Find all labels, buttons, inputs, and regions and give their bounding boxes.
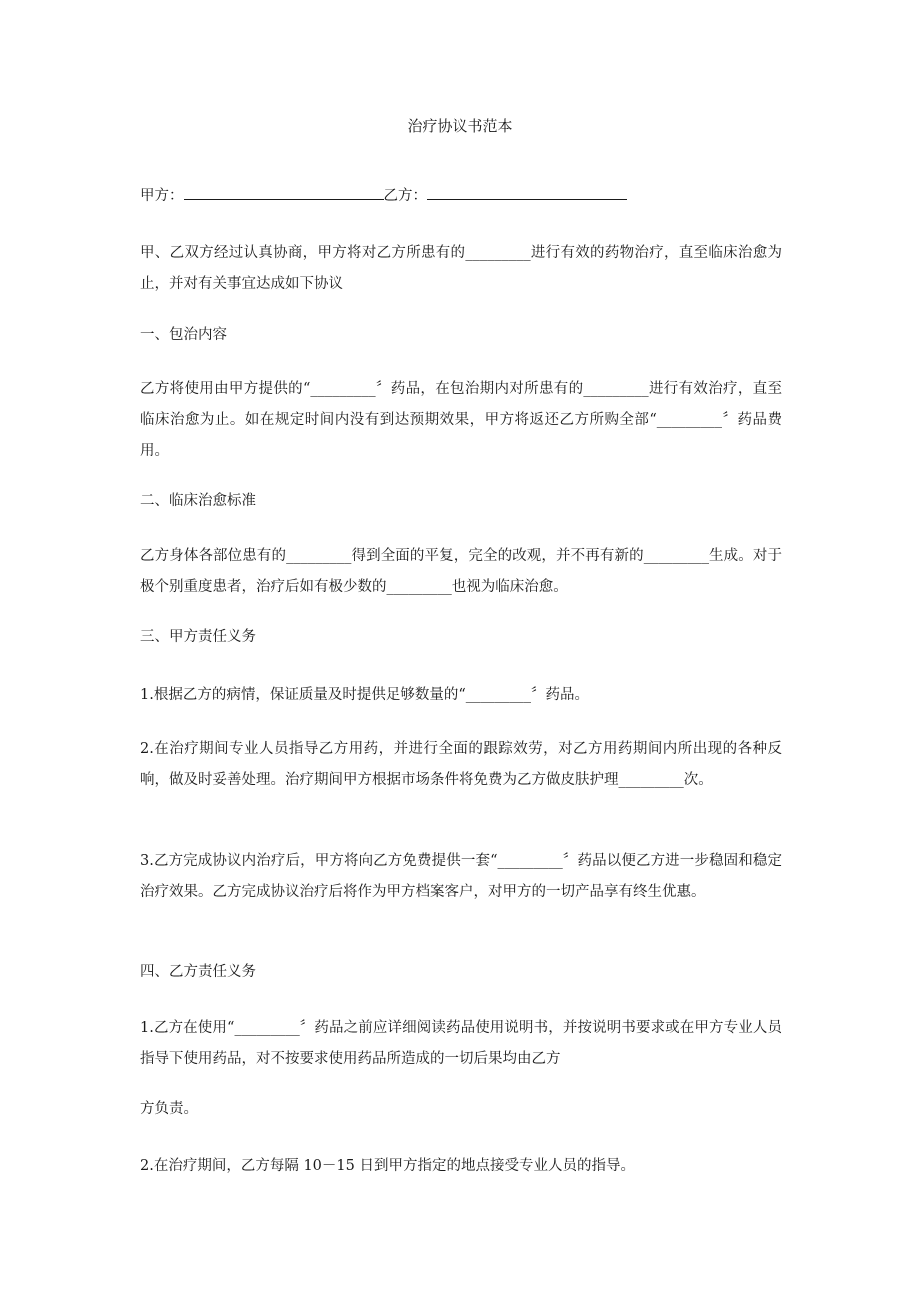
section3-item1: 1.根据乙方的病情，保证质量及时提供足够数量的“_________〞药品。 <box>140 687 589 703</box>
section4-item1-continued: 方负责。 <box>140 1101 198 1117</box>
intro-paragraph: 甲、乙双方经过认真协商，甲方将对乙方所患有的_________进行有效的药物治疗，直至临床治愈为止，并对有关事宜达成如下协议 <box>140 245 782 292</box>
section1-paragraph: 乙方将使用由甲方提供的“_________〞药品，在包治期内对所患有的_________进行有效治疗，直至临床治愈为止。如在规定时间内没有到达预期效果，甲方将返还乙方所购全部“_________〞药品费用。 <box>140 381 782 459</box>
section2-paragraph: 乙方身体各部位患有的_________得到全面的平复，完全的改观，并不再有新的_________生成。对于极个别重度患者，治疗后如有极少数的_________也视为临床治愈。 <box>140 548 782 595</box>
party-b-label: 乙方： <box>383 188 427 204</box>
party-a-blank <box>184 185 384 200</box>
section3-heading: 三、甲方责任义务 <box>140 629 256 645</box>
parties-line <box>140 185 627 207</box>
party-a-label: 甲方： <box>140 188 184 204</box>
document-title: 治疗协议书范本 <box>407 117 513 135</box>
section3-item3: 3.乙方完成协议内治疗后，甲方将向乙方免费提供一套“_________〞药品以便乙方进一步稳固和稳定治疗效果。乙方完成协议治疗后将作为甲方档案客户，对甲方的一切产品享有终生优惠。 <box>140 853 782 900</box>
section1-heading: 一、包治内容 <box>140 327 227 343</box>
section4-heading: 四、乙方责任义务 <box>140 964 256 980</box>
section4-item2: 2.在治疗期间，乙方每隔 10－15 日到甲方指定的地点接受专业人员的指导。 <box>140 1158 635 1174</box>
section2-heading: 二、临床治愈标准 <box>140 493 256 509</box>
section4-item1: 1.乙方在使用“_________〞药品之前应详细阅读药品使用说明书，并按说明书要求或在甲方专业人员指导下使用药品，对不按要求使用药品所造成的一切后果均由乙方 <box>140 1020 782 1067</box>
section3-item2: 2.在治疗期间专业人员指导乙方用药，并进行全面的跟踪效劳，对乙方用药期间内所出现的各种反响，做及时妥善处理。治疗期间甲方根据市场条件将免费为乙方做皮肤护理_________次。 <box>140 741 782 788</box>
party-b-blank <box>427 185 627 200</box>
